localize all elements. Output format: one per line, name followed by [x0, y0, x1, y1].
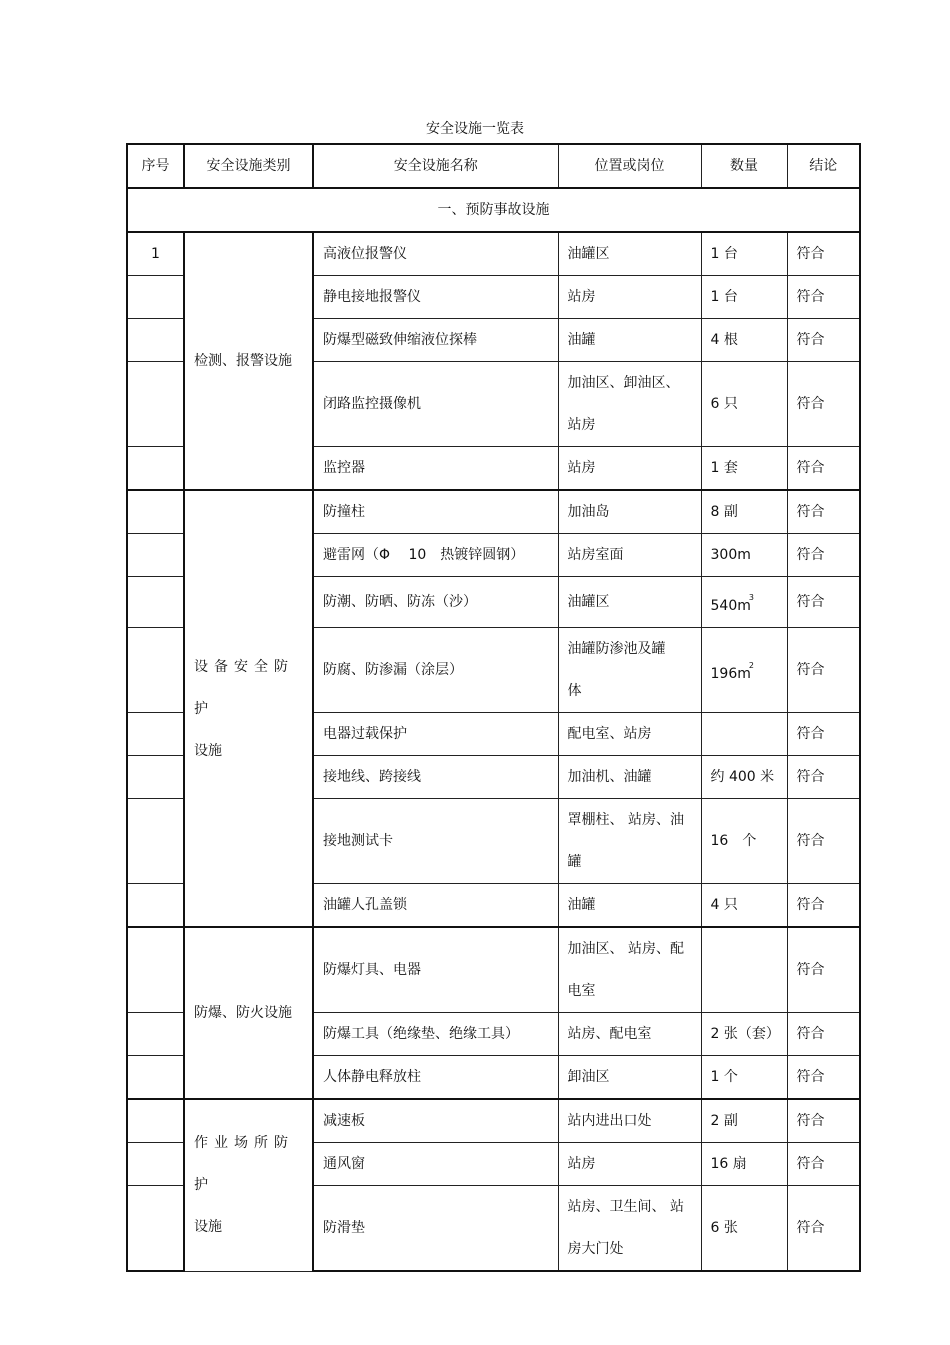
location-text: 罩棚柱、 站房、油	[567, 812, 684, 828]
category-detect	[184, 232, 313, 490]
facility-location	[558, 490, 701, 534]
header-idx: 序号	[127, 144, 184, 188]
facility-location	[558, 756, 701, 799]
facility-location	[558, 447, 701, 491]
quantity-text: 1 台	[710, 246, 738, 262]
facility-location	[558, 884, 701, 928]
category-explosion	[184, 927, 313, 1099]
facility-result: 符合	[787, 799, 860, 884]
facility-quantity	[701, 1186, 787, 1272]
facility-location	[558, 319, 701, 362]
facility-name: 防爆灯具、电器	[313, 927, 558, 1013]
facility-location	[558, 927, 701, 1013]
category-label: 防爆、防火设施	[194, 1005, 292, 1021]
facility-location	[558, 713, 701, 756]
header-category: 安全设施类别	[184, 144, 313, 188]
facility-name: 防滑垫	[313, 1186, 558, 1272]
facility-location	[558, 232, 701, 276]
header-result: 结论	[787, 144, 860, 188]
facility-location	[558, 1186, 701, 1272]
facility-name: 防潮、防晒、防冻（沙）	[313, 577, 558, 628]
facility-result: 符合	[787, 319, 860, 362]
facility-quantity	[701, 1056, 787, 1100]
category-workplace	[184, 1099, 313, 1271]
location-text: 加油机、油罐	[567, 769, 652, 785]
facility-quantity	[701, 628, 787, 713]
header-row	[127, 144, 860, 188]
facility-name: 防撞柱	[313, 490, 558, 534]
facility-quantity	[701, 1143, 787, 1186]
facility-quantity	[701, 1099, 787, 1143]
facility-name: 闭路监控摄像机	[313, 362, 558, 447]
location-text: 油罐	[567, 332, 596, 348]
facility-quantity	[701, 1013, 787, 1056]
facility-quantity	[701, 276, 787, 319]
facility-name: 防腐、防渗漏（涂层）	[313, 628, 558, 713]
facility-result: 符合	[787, 447, 860, 491]
row-index	[127, 534, 184, 577]
facility-result: 符合	[787, 1143, 860, 1186]
facility-name: 人体静电释放柱	[313, 1056, 558, 1100]
facility-result: 符合	[787, 276, 860, 319]
table-row	[127, 490, 860, 534]
location-text: 加油区、 站房、配	[567, 941, 684, 957]
row-index	[127, 884, 184, 928]
row-index	[127, 1056, 184, 1100]
category-label: 作业场所防护	[194, 1135, 294, 1194]
row-index	[127, 577, 184, 628]
facility-result: 符合	[787, 1186, 860, 1272]
table-row	[127, 232, 860, 276]
quantity-text: 4 根	[710, 332, 738, 348]
facility-name: 减速板	[313, 1099, 558, 1143]
facility-result: 符合	[787, 713, 860, 756]
location-text: 站房	[567, 417, 596, 433]
header-name: 安全设施名称	[313, 144, 558, 188]
quantity-unit-exponent: 3	[748, 593, 754, 602]
quantity-text: 2 副	[710, 1113, 738, 1129]
location-text: 罐	[567, 854, 582, 870]
facility-name: 接地测试卡	[313, 799, 558, 884]
location-text: 电室	[567, 983, 596, 999]
row-index	[127, 1186, 184, 1272]
row-index	[127, 1143, 184, 1186]
row-index: 1	[127, 232, 184, 276]
facility-name: 通风窗	[313, 1143, 558, 1186]
location-text: 油罐	[567, 897, 596, 913]
location-text: 油罐区	[567, 246, 610, 262]
facility-quantity	[701, 927, 787, 1013]
facility-quantity	[701, 319, 787, 362]
facility-quantity	[701, 534, 787, 577]
facility-quantity	[701, 884, 787, 928]
quantity-text: 16 个	[710, 833, 757, 849]
facility-quantity	[701, 756, 787, 799]
table-row	[127, 927, 860, 1013]
facility-quantity	[701, 577, 787, 628]
facility-name: 避雷网（Φ 10 热镀锌圆钢）	[313, 534, 558, 577]
quantity-text: 1 套	[710, 460, 738, 476]
header-location: 位置或岗位	[558, 144, 701, 188]
category-equipment	[184, 490, 313, 927]
facility-location	[558, 1056, 701, 1100]
facility-result: 符合	[787, 884, 860, 928]
location-text: 站房	[567, 460, 596, 476]
facility-location	[558, 534, 701, 577]
facility-quantity	[701, 490, 787, 534]
header-qty: 数量	[701, 144, 787, 188]
facility-result: 符合	[787, 1013, 860, 1056]
facility-result: 符合	[787, 362, 860, 447]
quantity-text: 6 只	[710, 396, 738, 412]
row-index	[127, 319, 184, 362]
facility-name: 油罐人孔盖锁	[313, 884, 558, 928]
row-index	[127, 276, 184, 319]
location-text: 房大门处	[567, 1241, 624, 1257]
location-text: 站内进出口处	[567, 1113, 652, 1129]
row-index	[127, 1099, 184, 1143]
facility-result: 符合	[787, 628, 860, 713]
category-label: 设施	[194, 742, 222, 759]
facility-name: 高液位报警仪	[313, 232, 558, 276]
location-text: 站房	[567, 289, 596, 305]
quantity-text: 8 副	[710, 504, 738, 520]
table-row	[127, 1099, 860, 1143]
row-index	[127, 628, 184, 713]
quantity-text: 16 扇	[710, 1156, 747, 1172]
quantity-text: 2 张（套）	[710, 1026, 780, 1042]
facility-result: 符合	[787, 1099, 860, 1143]
quantity-text: 4 只	[710, 897, 738, 913]
facility-name: 监控器	[313, 447, 558, 491]
quantity-text: 1 个	[710, 1069, 738, 1085]
facility-location	[558, 628, 701, 713]
location-text: 油罐防渗池及罐	[567, 641, 666, 657]
facility-quantity	[701, 232, 787, 276]
facility-name: 静电接地报警仪	[313, 276, 558, 319]
location-text: 油罐区	[567, 594, 610, 610]
row-index	[127, 799, 184, 884]
row-index	[127, 1013, 184, 1056]
facility-result: 符合	[787, 534, 860, 577]
quantity-text: 540m	[710, 598, 751, 614]
facility-result: 符合	[787, 577, 860, 628]
row-index	[127, 927, 184, 1013]
row-index	[127, 713, 184, 756]
location-text: 站房	[567, 1156, 596, 1172]
facility-quantity	[701, 362, 787, 447]
location-text: 站房、配电室	[567, 1026, 652, 1042]
facility-location	[558, 276, 701, 319]
facility-quantity	[701, 713, 787, 756]
facility-result: 符合	[787, 756, 860, 799]
quantity-text: 6 张	[710, 1220, 738, 1236]
category-label: 设施	[194, 1219, 222, 1236]
facility-name: 防爆工具（绝缘垫、绝缘工具）	[313, 1013, 558, 1056]
quantity-unit-exponent: 2	[748, 661, 754, 670]
location-text: 加油区、卸油区、	[567, 375, 680, 391]
facility-result: 符合	[787, 490, 860, 534]
quantity-text: 196m	[710, 666, 751, 682]
facility-result: 符合	[787, 1056, 860, 1100]
location-text: 配电室、站房	[567, 726, 652, 742]
location-text: 站房、卫生间、 站	[567, 1199, 684, 1215]
facility-location	[558, 362, 701, 447]
facility-name: 接地线、跨接线	[313, 756, 558, 799]
category-label: 设备安全防护	[194, 658, 294, 717]
facility-location	[558, 1099, 701, 1143]
facility-location	[558, 1143, 701, 1186]
quantity-text: 300m	[710, 547, 751, 563]
facility-name: 电器过载保护	[313, 713, 558, 756]
row-index	[127, 362, 184, 447]
section-row	[127, 188, 860, 232]
facility-location	[558, 1013, 701, 1056]
location-text: 站房室面	[567, 547, 624, 563]
quantity-text: 约 400 米	[710, 769, 775, 785]
row-index	[127, 756, 184, 799]
section-title: 一、预防事故设施	[127, 188, 860, 232]
category-label: 检测、报警设施	[194, 353, 292, 369]
row-index	[127, 490, 184, 534]
row-index	[127, 447, 184, 491]
page-title: 安全设施一览表	[426, 121, 524, 137]
facility-quantity	[701, 447, 787, 491]
safety-facilities-table	[126, 143, 861, 1272]
facility-name: 防爆型磁致伸缩液位探棒	[313, 319, 558, 362]
facility-result: 符合	[787, 927, 860, 1013]
facility-location	[558, 577, 701, 628]
facility-quantity	[701, 799, 787, 884]
location-text: 体	[567, 683, 582, 699]
location-text: 卸油区	[567, 1069, 610, 1085]
facility-result: 符合	[787, 232, 860, 276]
facility-location	[558, 799, 701, 884]
location-text: 加油岛	[567, 504, 610, 520]
quantity-text: 1 台	[710, 289, 738, 305]
